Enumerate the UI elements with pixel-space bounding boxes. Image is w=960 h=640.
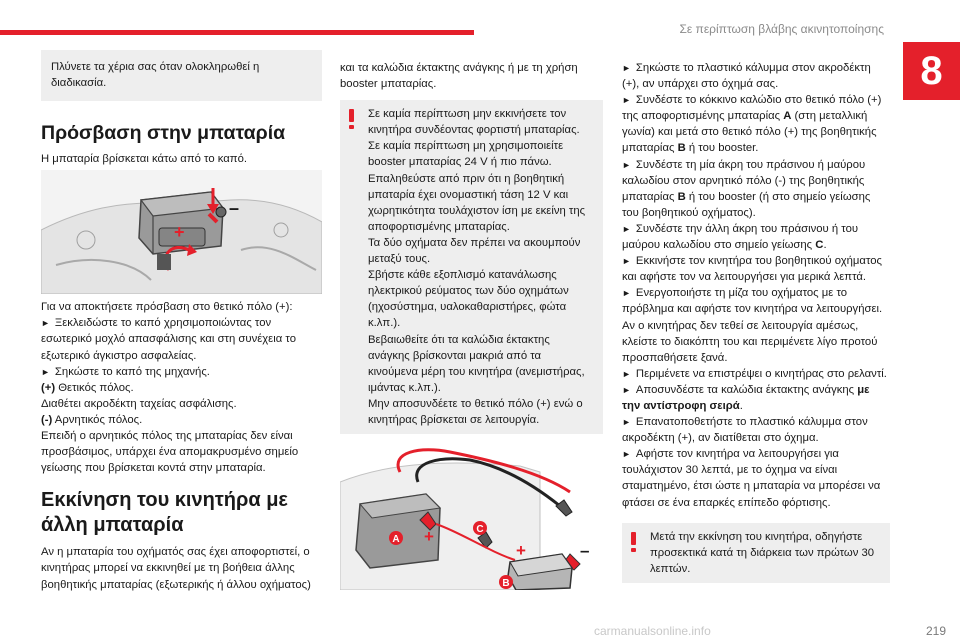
chapter-number-tab: 8 bbox=[903, 42, 960, 100]
triangle-bullet-icon: ► bbox=[622, 63, 631, 73]
step-lift-hood: ► Σηκώστε το καπό της μηχανής. bbox=[41, 365, 210, 378]
column-3 bbox=[622, 60, 890, 591]
negative-terminal-line: (-) Αρνητικός πόλος. bbox=[41, 413, 143, 426]
access-intro-text: Για να αποκτήσετε πρόσβαση στο θετικό πόλο (+): bbox=[41, 301, 293, 314]
jump-start-continuation: και τα καλώδια έκτακτης ανάγκης ή με τη χρήση booster μπαταρίας. bbox=[340, 62, 578, 91]
step-refit-cover: ► Επανατοποθετήστε το πλαστικό κάλυμμα στον ακροδέκτη (+), αν διατίθεται στο όχημα. bbox=[622, 416, 868, 445]
fig2-plus-sign: + bbox=[424, 527, 434, 547]
header-accent-bar bbox=[0, 30, 474, 35]
battery-under-hood-figure bbox=[41, 170, 322, 294]
triangle-bullet-icon: ► bbox=[622, 159, 631, 170]
section-title-jump-start: Εκκίνηση του κινητήρα με άλλη μπαταρία bbox=[41, 489, 288, 537]
final-warning-box bbox=[622, 523, 890, 583]
warning-12v: Επαληθεύστε από πριν ότι η βοηθητική μπαταρία έχει ονομαστική τάση 12 V και χωρητικότητα τουλάχιστον ίση με εκείνη της αποφορτισμένης μπαταρίας. bbox=[368, 172, 586, 233]
section-title-battery-access: Πρόσβαση στην μπαταρία bbox=[41, 122, 286, 145]
step-lift-cover: ► Σηκώστε το πλαστικό κάλυμμα στον ακροδέκτη (+), αν υπάρχει στο όχημά σας. bbox=[622, 62, 871, 91]
triangle-bullet-icon: ► bbox=[622, 223, 631, 234]
warning-charger: Σε καμία περίπτωση μην εκκινήσετε τον κινητήρα συνδέοντας φορτιστή μπαταρίας. bbox=[368, 108, 580, 137]
fig2-minus-sign: – bbox=[580, 541, 590, 561]
triangle-bullet-icon: ► bbox=[622, 256, 631, 267]
warning-no-contact: Τα δύο οχήματα δεν πρέπει να ακουμπούν μεταξύ τους. bbox=[368, 236, 581, 266]
warning-no-disconnect: Μην αποσυνδέετε το θετικό πόλο (+) ενώ ο κινητήρας βρίσκεται σε λειτουργία. bbox=[368, 397, 583, 426]
negative-terminal-desc: Επειδή ο αρνητικός πόλος της μπαταρίας δεν είναι προσβάσιμος, υπάρχει ένα απομακρυσμένο σημείο γείωσης που βρίσκεται κοντά στην μπαταρία. bbox=[41, 430, 299, 475]
step-start-helper: ► Εκκινήστε τον κινητήρα του βοηθητικού οχήματος και αφήστε τον να λειτουργήσει για μερικά λεπτά. bbox=[622, 255, 882, 284]
fig1-minus-sign: – bbox=[229, 198, 240, 219]
jump-start-intro: Αν η μπαταρία του οχήματός σας έχει αποφορτιστεί, ο κινητήρας μπορεί να εκκινηθεί με τη βοήθεια άλλης βοηθητικής μπαταρίας (εξωτερικής ή άλλου οχήματος) bbox=[41, 546, 311, 591]
triangle-bullet-icon: ► bbox=[622, 368, 631, 379]
step-disconnect: ► Αποσυνδέστε τα καλώδια έκτακτης ανάγκης με την αντίστροφη σειρά. bbox=[622, 383, 870, 412]
fig1-plus-sign: + bbox=[174, 222, 185, 243]
warning-switch-off: Σβήστε κάθε εξοπλισμό κατανάλωσης ηλεκτρικού ρεύματος των δύο οχημάτων (ηχοσύστημα, υαλοκαθαριστήρες, φώτα κ.λπ.). bbox=[368, 269, 569, 330]
page-number: 219 bbox=[925, 624, 946, 638]
fig2-plus-sign-booster: + bbox=[516, 541, 526, 561]
triangle-bullet-icon: ► bbox=[41, 366, 50, 377]
step-unlock-hood: ► Ξεκλειδώστε το καπό χρησιμοποιώντας τον εσωτερικό μοχλό απασφάλισης και στη συνέχεια το εξωτερικό άγκιστρο ασφαλείας. bbox=[41, 317, 296, 362]
column-1 bbox=[41, 50, 322, 593]
step-run-30min: ► Αφήστε τον κινητήρα να λειτουργήσει για τουλάχιστον 30 λεπτά, με το όχημα να είναι σταματημένο, έτσι ώστε η μπαταρία να μπορέσει να φτάσει σε ένα επαρκές επίπεδο φόρτισης. bbox=[622, 448, 881, 509]
warning-exclamation-icon bbox=[349, 109, 354, 128]
triangle-bullet-icon: ► bbox=[622, 449, 631, 460]
triangle-bullet-icon: ► bbox=[622, 417, 631, 428]
final-warning-text: Μετά την εκκίνηση του κινητήρα, οδηγήστε προσεκτικά κατά τη διάρκεια των πρώτων 30 λεπτών. bbox=[650, 530, 875, 575]
warning-24v: Σε καμία περίπτωση μη χρησιμοποιείτε booster μπαταρίας 24 V ή πιο πάνω. bbox=[368, 140, 564, 169]
warning-exclamation-icon bbox=[631, 532, 636, 551]
column-2 bbox=[340, 60, 603, 590]
step-connect-black-b: ► Συνδέστε τη μία άκρη του πράσινου ή μαύρου καλωδίου στον αρνητικό πόλο (-) της βοηθητικής μπαταρίας B ή του booster (ή στο σημείο γείωσης του βοηθητικού οχήματος). bbox=[622, 158, 871, 219]
step-retry-note: Αν ο κινητήρας δεν τεθεί σε λειτουργία αμέσως, κλείστε το διακόπτη του και περιμένετε λίγο προτού προσπαθήσετε ξανά. bbox=[622, 319, 878, 364]
label-a: A bbox=[392, 534, 400, 546]
triangle-bullet-icon: ► bbox=[622, 95, 631, 106]
triangle-bullet-icon: ► bbox=[622, 288, 631, 299]
warning-box bbox=[340, 100, 603, 434]
step-start-vehicle: ► Ενεργοποιήστε τη μίζα του οχήματος με το πρόβλημα και αφήστε τον κινητήρα να λειτουργήσει. bbox=[622, 287, 883, 316]
positive-terminal-desc: Διαθέτει ακροδέκτη ταχείας ασφάλισης. bbox=[41, 397, 237, 410]
jump-start-connection-figure bbox=[340, 442, 603, 590]
positive-terminal-line: (+) Θετικός πόλος. bbox=[41, 381, 134, 394]
step-connect-red: ► Συνδέστε το κόκκινο καλώδιο στο θετικό πόλο (+) της αποφορτισμένης μπαταρίας A (στη μεταλλική γωνία) και μετά στο θετικό πόλο (+) της βοηθητικής μπαταρίας B ή του booster. bbox=[622, 94, 882, 155]
label-b: B bbox=[502, 578, 510, 590]
triangle-bullet-icon: ► bbox=[41, 318, 50, 329]
battery-location-text: Η μπαταρία βρίσκεται κάτω από το καπό. bbox=[41, 153, 248, 166]
intro-note bbox=[41, 50, 322, 101]
watermark: carmanualsonline.info bbox=[594, 624, 711, 638]
warning-cables-away: Βεβαιωθείτε ότι τα καλώδια έκτακτης ανάγκης βρίσκονται μακριά από τα κινούμενα μέρη του κινητήρα (ανεμιστήρας, ιμάντας κ.λπ.). bbox=[368, 333, 585, 394]
running-header: Σε περίπτωση βλάβης ακινητοποίησης bbox=[679, 22, 884, 36]
intro-note-text: Πλύνετε τα χέρια σας όταν ολοκληρωθεί η διαδικασία. bbox=[51, 61, 260, 90]
step-wait-idle: ► Περιμένετε να επιστρέψει ο κινητήρας στο ρελαντί. bbox=[622, 367, 887, 380]
step-connect-black-c: ► Συνδέστε την άλλη άκρη του πράσινου ή του μαύρου καλωδίου στο σημείο γείωσης C. bbox=[622, 222, 859, 252]
label-c: C bbox=[476, 524, 484, 536]
triangle-bullet-icon: ► bbox=[622, 384, 631, 395]
